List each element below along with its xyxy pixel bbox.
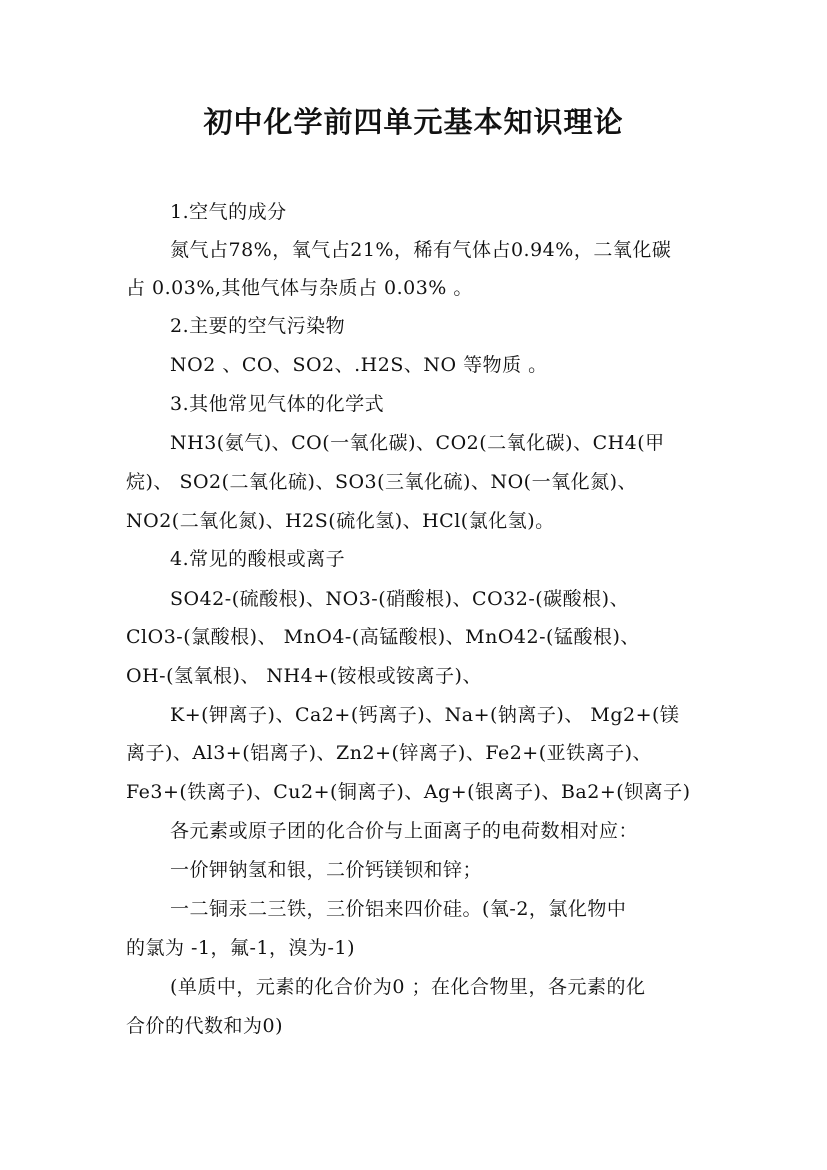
section-heading-gas-formulas: 3.其他常见气体的化学式 — [170, 393, 385, 415]
paragraph-line: 一价钾钠氢和银，二价钙镁钡和锌； — [170, 859, 483, 881]
paragraph-line: 一二铜汞二三铁，三价铝来四价硅。(氧-2，氯化物中 — [170, 898, 627, 920]
paragraph-line: NO2(二氧化氮)、H2S(硫化氢)、HCl(氯化氢)。 — [126, 510, 555, 532]
paragraph-line: 占 0.03%,其他气体与杂质占 0.03% 。 — [126, 277, 473, 299]
paragraph-line: 离子)、Al3+(铝离子)、Zn2+(锌离子)、Fe2+(亚铁离子)、 — [126, 742, 653, 764]
section-heading-air-pollutants: 2.主要的空气污染物 — [170, 315, 346, 337]
section-heading-acid-radicals-ions: 4.常见的酸根或离子 — [170, 548, 346, 570]
paragraph-line: 氮气占78%，氧气占21%，稀有气体占0.94%，二氧化碳 — [170, 239, 672, 261]
paragraph-line: Fe3+(铁离子)、Cu2+(铜离子)、Ag+(银离子)、Ba2+(钡离子) — [126, 781, 691, 803]
paragraph-line: (单质中，元素的化合价为0 ；在化合物里，各元素的化 — [170, 976, 646, 998]
paragraph-line: 的氯为 -1，氟-1，溴为-1) — [126, 937, 355, 959]
paragraph-line: OH-(氢氧根)、 NH4+(铵根或铵离子)、 — [126, 665, 482, 687]
paragraph-line: K+(钾离子)、Ca2+(钙离子)、Na+(钠离子)、 Mg2+(镁 — [170, 704, 680, 726]
paragraph-line: ClO3-(氯酸根)、 MnO4-(高锰酸根)、MnO42-(锰酸根)、 — [126, 626, 640, 648]
paragraph-line: 烷)、 SO2(二氧化硫)、SO3(三氧化硫)、NO(一氧化氮)、 — [126, 471, 637, 493]
document-title: 初中化学前四单元基本知识理论 — [203, 105, 624, 139]
section-heading-air-composition: 1.空气的成分 — [170, 201, 287, 223]
paragraph-line: NO2 、CO、SO2、.H2S、NO 等物质 。 — [170, 354, 548, 376]
paragraph-line: 各元素或原子团的化合价与上面离子的电荷数相对应： — [170, 820, 639, 842]
paragraph-line: SO42-(硫酸根)、NO3-(硝酸根)、CO32-(碳酸根)、 — [170, 588, 630, 610]
paragraph-line: NH3(氨气)、CO(一氧化碳)、CO2(二氧化碳)、CH4(甲 — [170, 432, 665, 454]
paragraph-line: 合价的代数和为0) — [126, 1015, 284, 1037]
